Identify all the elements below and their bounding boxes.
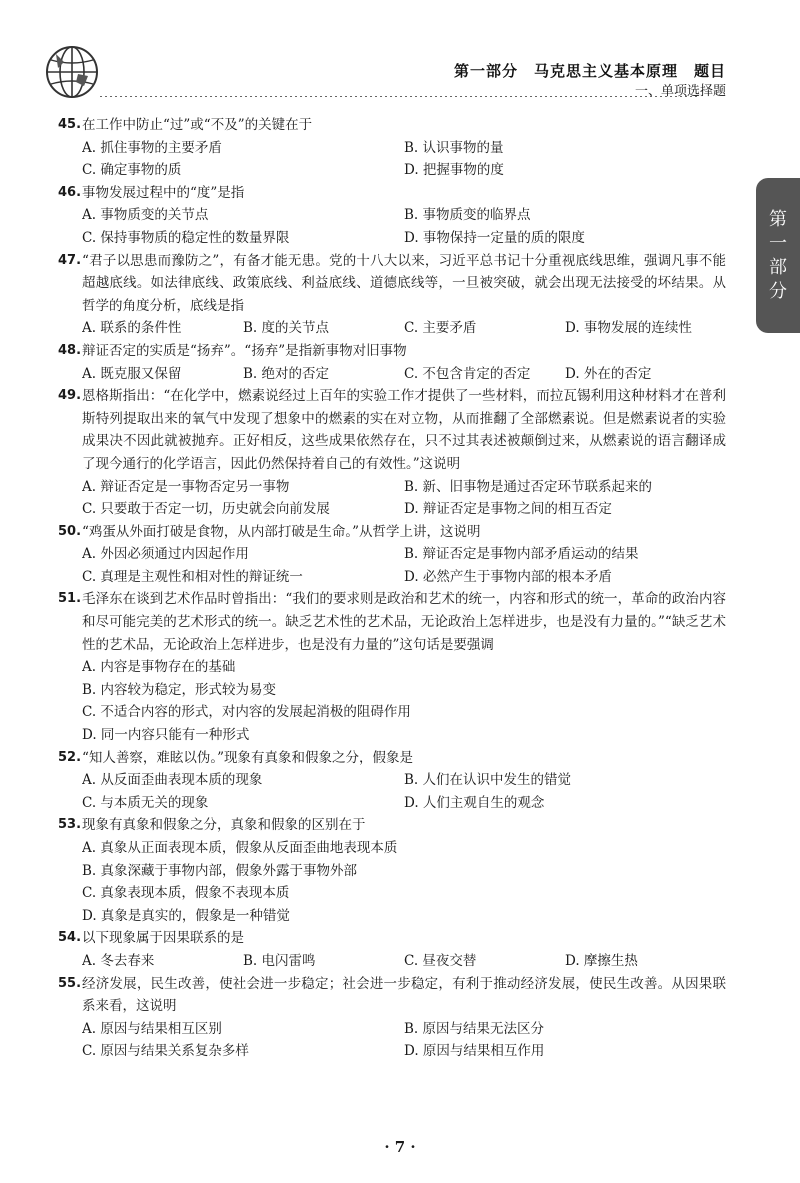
question-text: 毛泽东在谈到艺术作品时曾指出：“我们的要求则是政治和艺术的统一，内容和形式的统一，革命的政治内容和尽可能完美的艺术形式的统一。缺乏艺术性的艺术品，无论政治上怎样进步，也是没有力量的。”“缺乏艺术性的艺术品，无论政治上怎样进步，也是没有力量的”这句话是要强调 (82, 591, 726, 653)
question-stem (58, 385, 726, 475)
question-number: 52. (58, 749, 82, 765)
question-stem (58, 250, 726, 318)
answer-option: C. 真象表现本质，假象不表现本质 (82, 885, 290, 902)
answer-option: A. 事物质变的关节点 (82, 207, 209, 224)
answer-option: C. 主要矛盾 (404, 320, 477, 337)
question-item (58, 250, 726, 340)
answer-option: D. 辩证否定是事物之间的相互否定 (404, 501, 612, 518)
question-item (58, 521, 726, 589)
question-stem (58, 340, 726, 363)
question-item (58, 927, 726, 972)
answer-option: C. 真理是主观性和相对性的辩证统一 (82, 568, 303, 585)
question-number: 47. (58, 252, 82, 268)
question-number: 46. (58, 184, 82, 200)
question-text: “君子以思患而豫防之”，有备才能无患。党的十八大以来，习近平总书记十分重视底线思维，强调凡事不能超越底线。如法律底线、政策底线、利益底线、道德底线等，一旦被突破，就会出现无法接受的坏结果。从哲学的角度分析，底线是指 (82, 252, 726, 314)
question-text: “鸡蛋从外面打破是食物，从内部打破是生命。”从哲学上讲，这说明 (82, 523, 481, 540)
answer-option: C. 不包含肯定的否定 (404, 365, 531, 382)
answer-option: B. 真象深藏于事物内部，假象外露于事物外部 (82, 862, 358, 879)
answer-option: B. 事物质变的临界点 (404, 207, 531, 224)
answer-option: A. 真象从正面表现本质，假象从反面歪曲地表现本质 (82, 840, 398, 856)
answer-option: C. 原因与结果关系复杂多样 (82, 1043, 249, 1060)
answer-option: B. 认识事物的量 (404, 139, 504, 156)
question-stem (58, 927, 726, 950)
question-text: “知人善察，难眩以伪。”现象有真象和假象之分，假象是 (82, 749, 414, 766)
answer-option: B. 绝对的否定 (243, 365, 330, 382)
header-title: 第一部分 马克思主义基本原理 题目 (453, 62, 726, 80)
answer-option: C. 只要敢于否定一切，历史就会向前发展 (82, 501, 330, 518)
answer-option: D. 原因与结果相互作用 (404, 1043, 545, 1060)
option-list (58, 1018, 726, 1063)
option-list (58, 543, 726, 588)
answer-option: D. 人们主观自生的观念 (404, 794, 545, 811)
question-item (58, 747, 726, 815)
answer-option: C. 与本质无关的现象 (82, 794, 209, 811)
answer-option: B. 原因与结果无法区分 (404, 1020, 545, 1037)
question-text: 经济发展，民生改善，使社会进一步稳定；社会进一步稳定，有利于推动经济发展，使民生改善。从因果联系来看，这说明 (82, 975, 726, 1015)
header-dotted-line (100, 96, 700, 97)
question-number: 49. (58, 388, 82, 404)
page-number: · 7 · (384, 1138, 416, 1156)
side-tab-char: 部 (769, 256, 787, 278)
answer-option: A. 既克服又保留 (82, 365, 182, 382)
question-text: 辩证否定的实质是“扬弃”。“扬弃”是指新事物对旧事物 (82, 342, 407, 359)
question-stem (58, 182, 726, 205)
side-tab-char: 分 (769, 280, 787, 302)
option-list (58, 769, 726, 814)
question-number: 55. (58, 975, 82, 991)
answer-option: C. 确定事物的质 (82, 162, 182, 179)
answer-option: A. 从反面歪曲表现本质的现象 (82, 772, 263, 789)
answer-option: B. 人们在认识中发生的错觉 (404, 772, 572, 789)
answer-option: C. 保持事物质的稳定性的数量界限 (82, 229, 290, 246)
question-list (58, 114, 726, 1063)
question-item (58, 973, 726, 1063)
answer-option: A. 辩证否定是一事物否定另一事物 (82, 478, 290, 495)
question-number: 50. (58, 523, 82, 539)
option-list (58, 950, 726, 973)
answer-option: A. 联系的条件性 (82, 320, 182, 337)
option-list (58, 476, 726, 521)
option-list (58, 363, 726, 386)
answer-option: B. 度的关节点 (243, 320, 330, 337)
question-text: 恩格斯指出：“在化学中，燃素说经过上百年的实验工作才提供了一些材料，而拉瓦锡利用这种材料才在普利斯特列提取出来的氧气中发现了想象中的燃素的实在对立物，从而推翻了全部燃素说。但是燃素说者的实验成果决不因此就被抛弃。正好相反，这些成果依然存在，只不过其表述被颠倒过来，从燃素说的语言翻译成了现今通行的化学语言，因此仍然保持着自己的有效性。”这说明 (82, 388, 726, 472)
question-number: 51. (58, 591, 82, 607)
answer-option: A. 冬去春来 (82, 952, 155, 969)
option-list (58, 137, 726, 182)
question-number: 48. (58, 342, 82, 358)
answer-option: D. 必然产生于事物内部的根本矛盾 (404, 568, 612, 585)
answer-option: D. 把握事物的度 (404, 162, 504, 179)
question-item (58, 114, 726, 182)
globe-icon (44, 44, 100, 100)
answer-option: D. 外在的否定 (565, 365, 652, 382)
option-list (58, 656, 726, 746)
answer-option: C. 昼夜交替 (404, 952, 477, 969)
question-text: 事物发展过程中的“度”是指 (82, 184, 245, 201)
page-header (0, 0, 800, 110)
answer-option: D. 同一内容只能有一种形式 (82, 727, 250, 744)
question-item (58, 588, 726, 746)
question-number: 45. (58, 117, 82, 132)
question-stem (58, 114, 726, 137)
option-list (58, 317, 726, 340)
question-stem (58, 521, 726, 544)
answer-option: B. 电闪雷鸣 (243, 952, 316, 969)
question-number: 54. (58, 930, 82, 946)
answer-option: B. 内容较为稳定，形式较为易变 (82, 681, 277, 698)
question-stem (58, 973, 726, 1018)
question-stem (58, 588, 726, 656)
option-list (58, 204, 726, 249)
question-item (58, 385, 726, 521)
answer-option: A. 内容是事物存在的基础 (82, 659, 236, 676)
question-item (58, 182, 726, 250)
question-text: 在工作中防止“过”或“不及”的关键在于 (82, 117, 313, 133)
side-tab-char: 一 (769, 232, 787, 254)
question-number: 53. (58, 817, 82, 833)
question-text: 以下现象属于因果联系的是 (82, 930, 244, 947)
question-text: 现象有真象和假象之分，真象和假象的区别在于 (82, 817, 366, 834)
question-item (58, 340, 726, 385)
answer-option: D. 真象是真实的，假象是一种错觉 (82, 907, 290, 924)
section-side-tab (756, 178, 800, 333)
answer-option: B. 新、旧事物是通过否定环节联系起来的 (404, 478, 653, 495)
question-stem (58, 747, 726, 770)
answer-option: B. 辩证否定是事物内部矛盾运动的结果 (404, 546, 639, 563)
answer-option: A. 原因与结果相互区别 (82, 1020, 222, 1037)
header-subtitle: 一、单项选择题 (634, 84, 726, 99)
side-tab-char: 第 (769, 208, 787, 230)
answer-option: A. 外因必须通过内因起作用 (82, 546, 249, 563)
answer-option: D. 事物保持一定量的质的限度 (404, 229, 585, 246)
answer-option: C. 不适合内容的形式，对内容的发展起消极的阻碍作用 (82, 704, 411, 721)
option-list (58, 837, 726, 927)
question-stem (58, 814, 726, 837)
answer-option: A. 抓住事物的主要矛盾 (82, 139, 222, 156)
answer-option: D. 事物发展的连续性 (565, 320, 692, 337)
question-item (58, 814, 726, 927)
answer-option: D. 摩擦生热 (565, 952, 638, 969)
